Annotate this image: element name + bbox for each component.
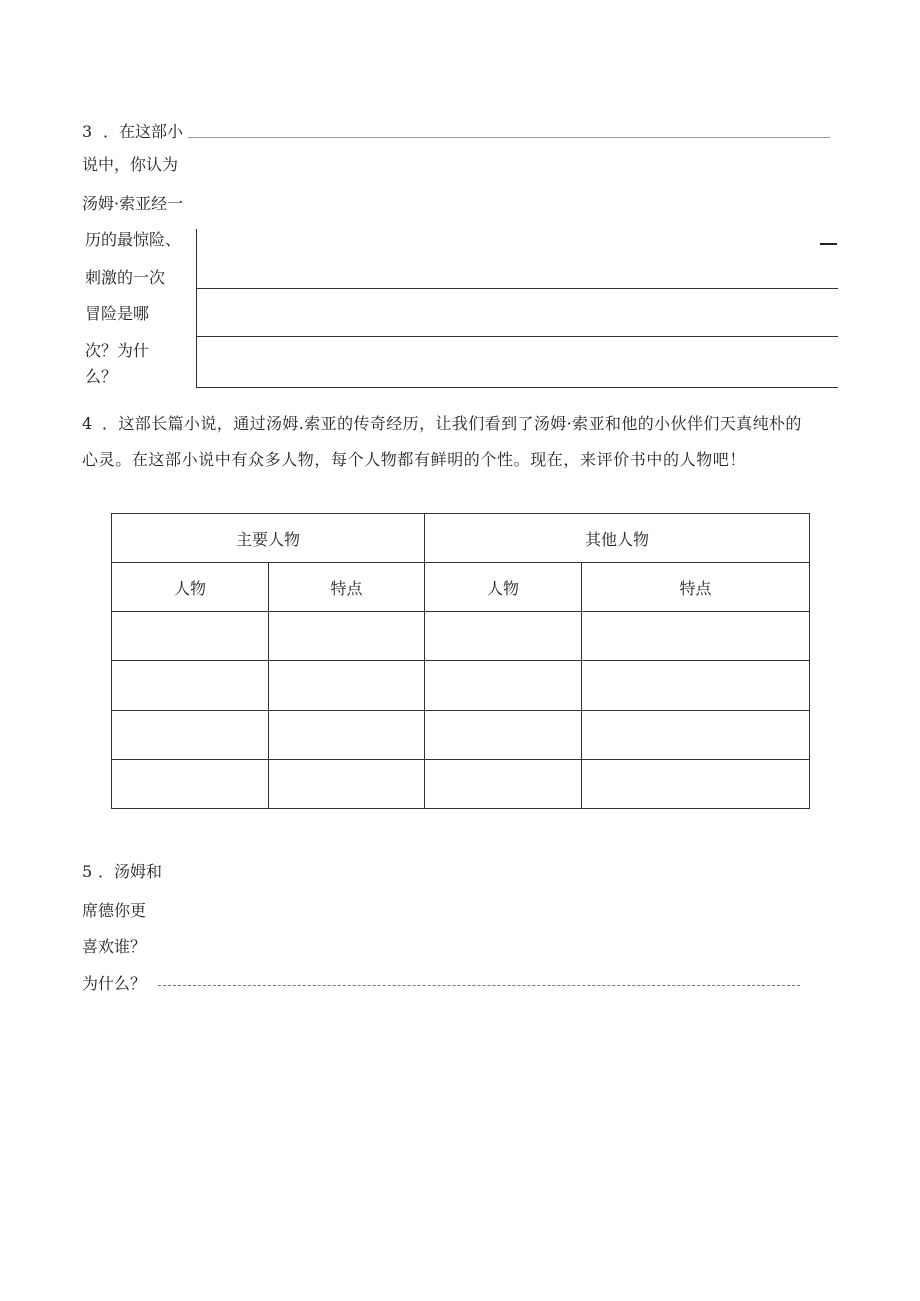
table-cell-input[interactable] <box>112 661 269 710</box>
q3-text-line-1: ．在这部小 <box>103 122 184 141</box>
table-row <box>112 759 810 808</box>
q3-answer-line-2[interactable] <box>196 288 838 289</box>
header-other-characters: 其他人物 <box>425 514 810 563</box>
q3-text-line-8: 么？ <box>85 367 118 386</box>
header-main-person: 人物 <box>112 563 269 612</box>
q5-text-line-2: 席德你更 <box>82 901 147 920</box>
q3-text-line-4: 历的最惊险、 <box>85 230 182 249</box>
table-header-row-columns <box>112 563 810 612</box>
q5-text-line-1: ．汤姆和 <box>98 862 163 881</box>
q3-answer-line-top[interactable] <box>188 137 830 138</box>
table-cell-input[interactable] <box>112 759 269 808</box>
q3-text-line-5: 刺激的一次 <box>85 268 166 287</box>
q4-number: 4 <box>82 414 93 433</box>
table-cell-input[interactable] <box>112 710 269 759</box>
q4-text-line-1: ．这部长篇小说，通过汤姆.索亚的传奇经历，让我们看到了汤姆·索亚和他的小伙伴们天真纯朴的 <box>102 414 802 433</box>
table-cell-input[interactable] <box>425 661 582 710</box>
q3-answer-box-left-border <box>196 229 197 387</box>
q4-text-line-2: 心灵。在这部小说中有众多人物，每个人物都有鲜明的个性。现在，来评价书中的人物吧！ <box>82 450 747 469</box>
q3-answer-line-1[interactable] <box>820 243 837 245</box>
table-row <box>112 710 810 759</box>
table-cell-input[interactable] <box>112 612 269 661</box>
table-cell-input[interactable] <box>269 710 425 759</box>
header-main-characters: 主要人物 <box>112 514 425 563</box>
q3-number: 3 <box>82 122 93 141</box>
header-other-person: 人物 <box>425 563 582 612</box>
table-cell-input[interactable] <box>582 661 810 710</box>
table-cell-input[interactable] <box>269 661 425 710</box>
table-row <box>112 661 810 710</box>
q3-text-line-7: 次？为什 <box>85 341 150 360</box>
table-row <box>112 612 810 661</box>
q3-text-line-3: 汤姆·索亚经一 <box>82 194 184 213</box>
table-cell-input[interactable] <box>582 612 810 661</box>
q3-answer-line-4[interactable] <box>196 387 838 388</box>
q5-number: 5 <box>82 862 93 881</box>
table-cell-input[interactable] <box>269 612 425 661</box>
header-other-trait: 特点 <box>582 563 810 612</box>
table-cell-input[interactable] <box>582 759 810 808</box>
table-cell-input[interactable] <box>582 710 810 759</box>
q5-text-line-3: 喜欢谁？ <box>82 937 147 956</box>
q3-answer-line-3[interactable] <box>196 336 838 337</box>
table-cell-input[interactable] <box>269 759 425 808</box>
q3-text-line-2: 说中，你认为 <box>82 155 179 174</box>
table-cell-input[interactable] <box>425 612 582 661</box>
q5-text-line-4: 为什么？ <box>82 974 147 993</box>
q5-answer-line[interactable] <box>158 985 800 986</box>
table-cell-input[interactable] <box>425 759 582 808</box>
header-main-trait: 特点 <box>269 563 425 612</box>
table-header-row-groups <box>112 514 810 563</box>
table-cell-input[interactable] <box>425 710 582 759</box>
character-table <box>111 513 810 809</box>
q3-text-line-6: 冒险是哪 <box>85 304 150 323</box>
